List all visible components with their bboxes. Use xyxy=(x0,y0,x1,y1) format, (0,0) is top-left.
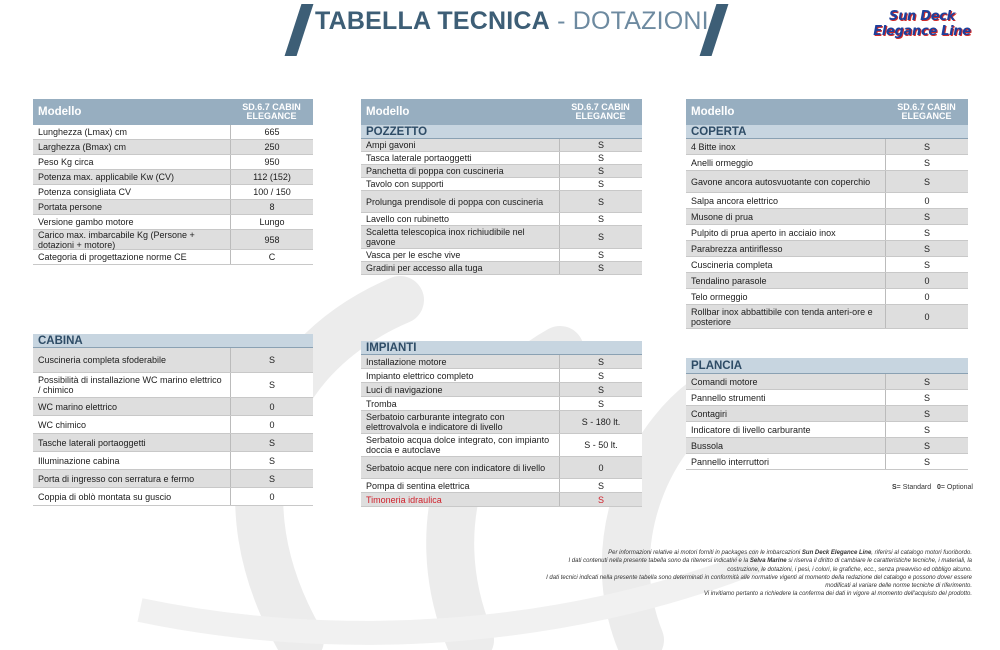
table-row xyxy=(33,398,313,416)
footer-note-3: I dati tecnici indicati nella presente tabella sono determinati in conformità alle normative vigenti al momento della redazione del catalogo e possono dover essere modificati al variare delle norme tecniche di riferimento. xyxy=(546,574,972,590)
table-row xyxy=(686,193,968,209)
row-label: Tasca laterale portaoggetti xyxy=(366,153,472,163)
table-row xyxy=(686,305,968,329)
row-label: Serbatoio acqua dolce integrato, con impianto doccia e autoclave xyxy=(366,435,550,455)
row-value: S xyxy=(559,139,642,151)
table-pozzetto xyxy=(361,99,642,275)
row-label: Tasche laterali portaoggetti xyxy=(38,437,146,448)
row-value: S xyxy=(885,209,968,224)
table-row xyxy=(361,369,642,383)
table-row xyxy=(361,191,642,213)
table-row xyxy=(33,170,313,185)
row-value: S xyxy=(885,139,968,154)
table-rows xyxy=(33,348,313,506)
row-value: S - 50 lt. xyxy=(559,434,642,456)
row-value: S xyxy=(559,249,642,261)
row-label: Versione gambo motore xyxy=(38,217,134,227)
row-label: Porta di ingresso con serratura e fermo xyxy=(38,473,195,484)
table-row xyxy=(686,209,968,225)
row-value: S xyxy=(885,241,968,256)
table-row xyxy=(686,273,968,289)
row-label: Coppia di oblò montata su guscio xyxy=(38,491,172,502)
row-label: Salpa ancora elettrico xyxy=(691,195,779,206)
footer-note-1-text: Per informazioni relative ai motori forniti in packages con le imbarcazioni xyxy=(608,550,802,556)
row-value: S xyxy=(559,262,642,274)
table-row xyxy=(33,125,313,140)
table-row xyxy=(33,230,313,250)
table-row xyxy=(33,452,313,470)
table-impianti xyxy=(361,341,642,507)
table-rows xyxy=(686,139,968,329)
row-value: S xyxy=(885,374,968,389)
row-value: S xyxy=(559,191,642,212)
table-row xyxy=(686,438,968,454)
row-label: Categoria di progettazione norme CE xyxy=(38,252,187,262)
section-title-plancia: PLANCIA xyxy=(686,358,968,374)
table-row xyxy=(686,289,968,305)
footer-note-2 xyxy=(540,557,972,574)
table-modello xyxy=(33,99,313,265)
row-label: Anelli ormeggio xyxy=(691,157,754,168)
table-header xyxy=(361,99,642,125)
row-label: Potenza max. applicabile Kw (CV) xyxy=(38,172,175,182)
row-label: Rollbar inox abbattibile con tenda anteri-ore e posteriore xyxy=(691,306,873,327)
table-rows xyxy=(686,374,968,470)
row-value: Lungo xyxy=(230,215,313,229)
table-row xyxy=(33,155,313,170)
table-row xyxy=(361,493,642,507)
row-value: S xyxy=(559,178,642,190)
row-value: 0 xyxy=(885,289,968,304)
page-title-subtitle: - DOTAZIONI xyxy=(549,7,709,35)
row-label: Larghezza (Bmax) cm xyxy=(38,142,127,152)
row-label: Pulpito di prua aperto in acciaio inox xyxy=(691,227,836,238)
table-row xyxy=(33,348,313,373)
row-label: Cuscineria completa sfoderabile xyxy=(38,355,167,365)
row-label: Serbatoio acque nere con indicatore di livello xyxy=(366,462,546,473)
table-coperta xyxy=(686,99,968,329)
section-title-impianti: IMPIANTI xyxy=(361,341,642,355)
section-title-coperta: COPERTA xyxy=(686,125,968,139)
row-label: Peso Kg circa xyxy=(38,157,94,167)
table-cabina xyxy=(33,334,313,506)
table-row xyxy=(361,165,642,178)
footer-note-1-brand: Sun Deck Elegance Line xyxy=(801,550,872,556)
row-value: 958 xyxy=(230,230,313,249)
table-row xyxy=(33,215,313,230)
row-value: S xyxy=(885,438,968,453)
legend-standard-key: S xyxy=(892,484,897,491)
table-header xyxy=(686,99,968,125)
brand-logo xyxy=(872,10,972,42)
table-row xyxy=(361,397,642,411)
table-row xyxy=(361,249,642,262)
row-value: S xyxy=(559,369,642,382)
row-label: Installazione motore xyxy=(366,356,447,367)
table-row xyxy=(686,422,968,438)
row-value: 665 xyxy=(230,125,313,139)
row-label: Contagiri xyxy=(691,408,728,419)
row-label: Potenza consigliata CV xyxy=(38,187,132,197)
row-label: Scaletta telescopica inox richiudibile nel gavone xyxy=(366,227,525,247)
table-row xyxy=(33,185,313,200)
row-value: S xyxy=(559,226,642,248)
table-row xyxy=(33,470,313,488)
row-label: Lavello con rubinetto xyxy=(366,214,450,224)
table-header xyxy=(33,99,313,125)
row-value: S xyxy=(559,165,642,177)
table-row xyxy=(361,411,642,434)
legend-optional-label: = Optional xyxy=(940,484,973,491)
legend xyxy=(892,484,973,491)
table-row xyxy=(686,390,968,406)
row-value: 250 xyxy=(230,140,313,154)
row-label: Tendalino parasole xyxy=(691,275,767,286)
row-value: 0 xyxy=(230,398,313,415)
row-label: Pannello strumenti xyxy=(691,392,766,403)
legend-standard-label: = Standard xyxy=(896,484,932,491)
row-label: Possibilità di installazione WC marino elettrico / chimico xyxy=(38,375,222,395)
row-value: S xyxy=(230,470,313,487)
row-label: Ampi gavoni xyxy=(366,140,416,150)
row-value: S xyxy=(559,397,642,410)
table-row xyxy=(33,200,313,215)
brand-logo-line2: Elegance Line xyxy=(873,24,971,39)
row-value: S xyxy=(559,152,642,164)
table-row xyxy=(33,373,313,398)
header-name: Modello xyxy=(366,106,410,118)
page-title-bold: TABELLA TECNICA xyxy=(315,7,550,35)
table-plancia xyxy=(686,358,968,470)
table-row xyxy=(33,140,313,155)
row-value: 112 (152) xyxy=(230,170,313,184)
row-value: 950 xyxy=(230,155,313,169)
table-row xyxy=(361,178,642,191)
table-row xyxy=(361,383,642,397)
row-label: Indicatore di livello carburante xyxy=(691,424,811,435)
row-label: Impianto elettrico completo xyxy=(366,370,474,381)
row-label: Telo ormeggio xyxy=(691,291,748,302)
row-label: Prolunga prendisole di poppa con cuscineria xyxy=(366,196,544,207)
table-row xyxy=(686,406,968,422)
row-value: S xyxy=(885,155,968,170)
row-value: S xyxy=(559,479,642,492)
table-row xyxy=(686,225,968,241)
row-value: 0 xyxy=(559,457,642,478)
table-row xyxy=(33,250,313,265)
row-label: Pompa di sentina elettrica xyxy=(366,480,470,491)
table-row xyxy=(361,213,642,226)
row-value: S xyxy=(559,355,642,368)
header-name: Modello xyxy=(691,106,735,118)
page-header xyxy=(0,0,1000,60)
footer-note-2-brand: Selva Marine xyxy=(749,558,787,565)
row-label: Tromba xyxy=(366,398,397,409)
row-value: S xyxy=(885,454,968,469)
table-row xyxy=(361,152,642,165)
row-label: Gavone ancora autosvuotante con coperchio xyxy=(691,176,871,187)
row-value: S xyxy=(230,434,313,451)
table-rows xyxy=(361,355,642,507)
row-value: 0 xyxy=(230,488,313,505)
row-label: Carico max. imbarcabile Kg (Persone + dotazioni + motore) xyxy=(38,229,195,250)
row-value: S xyxy=(885,225,968,240)
row-label: Vasca per le esche vive xyxy=(366,250,461,260)
row-value: S xyxy=(885,422,968,437)
table-row xyxy=(361,355,642,369)
title-left-slash xyxy=(285,4,314,56)
table-row xyxy=(686,374,968,390)
table-row xyxy=(686,155,968,171)
row-value: S xyxy=(559,493,642,506)
row-value: S xyxy=(885,257,968,272)
row-value: 0 xyxy=(885,305,968,328)
row-label: Portata persone xyxy=(38,202,103,212)
row-label: Pannello interruttori xyxy=(691,456,770,467)
brand-logo-line1: Sun Deck xyxy=(889,9,955,24)
row-label: Gradini per accesso alla tuga xyxy=(366,263,483,273)
row-value: S xyxy=(885,171,968,192)
table-row xyxy=(686,454,968,470)
header-model: SD.6.7 CABIN ELEGANCE xyxy=(571,102,630,121)
table-row xyxy=(361,434,642,457)
row-label: Lunghezza (Lmax) cm xyxy=(38,127,128,137)
row-label: Serbatoio carburante integrato con elettrovalvola e indicatore di livello xyxy=(366,412,505,432)
row-value: 8 xyxy=(230,200,313,214)
row-value: 100 / 150 xyxy=(230,185,313,199)
row-label: Timoneria idraulica xyxy=(366,494,442,505)
row-value: S xyxy=(559,213,642,225)
row-value: S xyxy=(559,383,642,396)
row-label: WC chimico xyxy=(38,419,87,430)
row-label: WC marino elettrico xyxy=(38,401,118,412)
row-label: Illuminazione cabina xyxy=(38,455,120,466)
row-value: S xyxy=(230,348,313,372)
row-value: S xyxy=(885,406,968,421)
row-label: Bussola xyxy=(691,440,724,451)
table-row xyxy=(686,171,968,193)
row-value: S xyxy=(230,373,313,397)
section-title-cabina: CABINA xyxy=(33,334,313,348)
footer-notes xyxy=(540,549,972,599)
row-value: S xyxy=(885,390,968,405)
row-label: Parabrezza antiriflesso xyxy=(691,243,783,254)
footer-note-1 xyxy=(540,549,972,557)
header-name: Modello xyxy=(38,106,82,118)
row-label: Tavolo con supporti xyxy=(366,179,444,189)
table-rows xyxy=(361,139,642,275)
table-row xyxy=(361,457,642,479)
table-row xyxy=(33,434,313,452)
row-label: Luci di navigazione xyxy=(366,384,443,395)
row-label: Cuscineria completa xyxy=(691,259,773,270)
table-row xyxy=(686,139,968,155)
row-value: S xyxy=(230,452,313,469)
footer-note-4: Vi invitiamo pertanto a richiedere la conferma dei dati in vigore al momento dell'acquisto del prodotto. xyxy=(703,591,972,598)
row-value: 0 xyxy=(885,193,968,208)
row-label: Musone di prua xyxy=(691,211,754,222)
footer-note-2-tail: si riserva il diritto di cambiare le caratteristiche tecniche, i materiali, la costruzione, le dotazioni, i pesi, i colori, le grafiche, ecc., senza preavviso ed obbligo alcuno. xyxy=(727,558,972,573)
table-row xyxy=(361,226,642,249)
page-title xyxy=(315,6,709,36)
row-value: 0 xyxy=(230,416,313,433)
section-title-pozzetto: POZZETTO xyxy=(361,125,642,139)
row-label: Comandi motore xyxy=(691,376,758,387)
table-row xyxy=(686,241,968,257)
legend-optional-key: 0 xyxy=(936,484,941,491)
table-row xyxy=(361,139,642,152)
header-model: SD.6.7 CABIN ELEGANCE xyxy=(897,102,956,121)
table-row xyxy=(686,257,968,273)
row-label: Panchetta di poppa con cuscineria xyxy=(366,166,504,176)
header-model: SD.6.7 CABIN ELEGANCE xyxy=(242,102,301,121)
table-row xyxy=(33,488,313,506)
table-row xyxy=(361,262,642,275)
row-value: 0 xyxy=(885,273,968,288)
row-label: 4 Bitte inox xyxy=(691,141,736,152)
table-row xyxy=(361,479,642,493)
row-value: S - 180 lt. xyxy=(559,411,642,433)
table-rows xyxy=(33,125,313,265)
table-row xyxy=(33,416,313,434)
footer-note-2-text: I dati contenuti nella presente tabella sono da ritenersi indicativi e la xyxy=(568,558,750,565)
footer-note-1-tail: , riferirsi al catalogo motori fuoribordo. xyxy=(871,550,972,556)
row-value: C xyxy=(230,250,313,264)
